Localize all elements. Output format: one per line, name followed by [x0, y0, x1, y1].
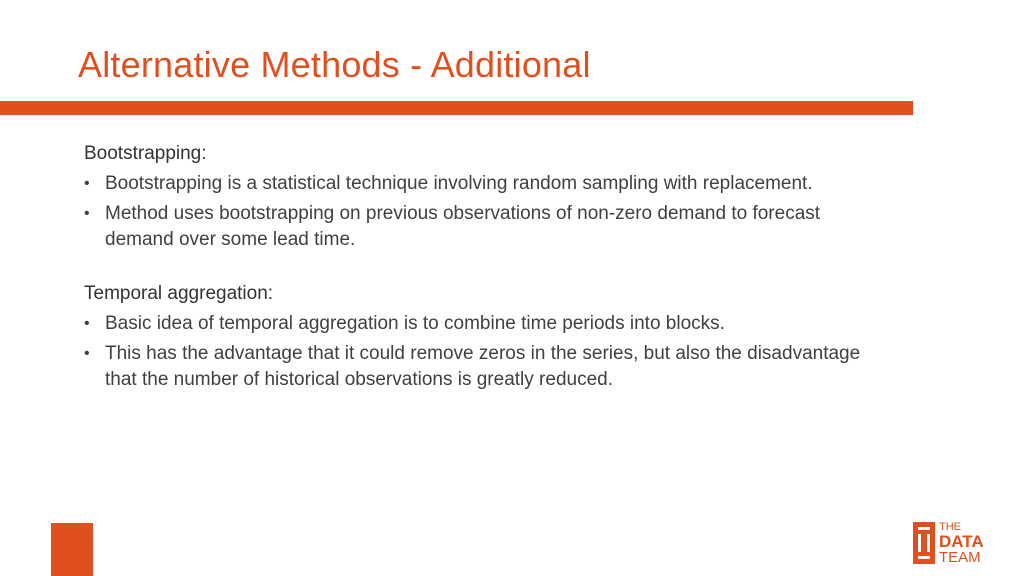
bullet-item [84, 311, 884, 337]
slide-content [84, 141, 884, 397]
section-heading: Temporal aggregation: [84, 283, 274, 304]
bullet-text: Basic idea of temporal aggregation is to combine time periods into blocks. [105, 313, 725, 334]
slide-title: Alternative Methods - Additional [78, 44, 591, 85]
title-underline-bar [0, 101, 913, 115]
the-data-team-logo-icon [913, 520, 937, 566]
corner-accent-square [51, 523, 93, 576]
bullet-item [84, 341, 884, 393]
bullet-dot-icon: • [84, 315, 90, 332]
bullet-dot-icon: • [84, 345, 90, 362]
section-heading: Bootstrapping: [84, 143, 207, 164]
logo-data: DATA [939, 532, 984, 551]
bullet-text: Bootstrapping is a statistical technique involving random sampling with replacement. [105, 173, 813, 194]
bullet-item [84, 201, 884, 253]
bullet-text: This has the advantage that it could remove zeros in the series, but also the disadvantage that the number of historical observations is greatly reduced. [105, 343, 861, 390]
bullet-text: Method uses bootstrapping on previous observations of non-zero demand to forecast demand over some lead time. [105, 203, 821, 250]
section-temporal-aggregation [84, 281, 884, 393]
bullet-item [84, 171, 884, 197]
bullet-dot-icon: • [84, 205, 90, 222]
logo-the: THE [939, 521, 961, 533]
logo-team: TEAM [939, 549, 981, 566]
the-data-team-logo [913, 520, 997, 566]
bullet-list [84, 171, 884, 253]
section-bootstrapping [84, 141, 884, 253]
logo-wordmark [939, 520, 984, 565]
bullet-list [84, 311, 884, 393]
bullet-dot-icon: • [84, 175, 90, 192]
